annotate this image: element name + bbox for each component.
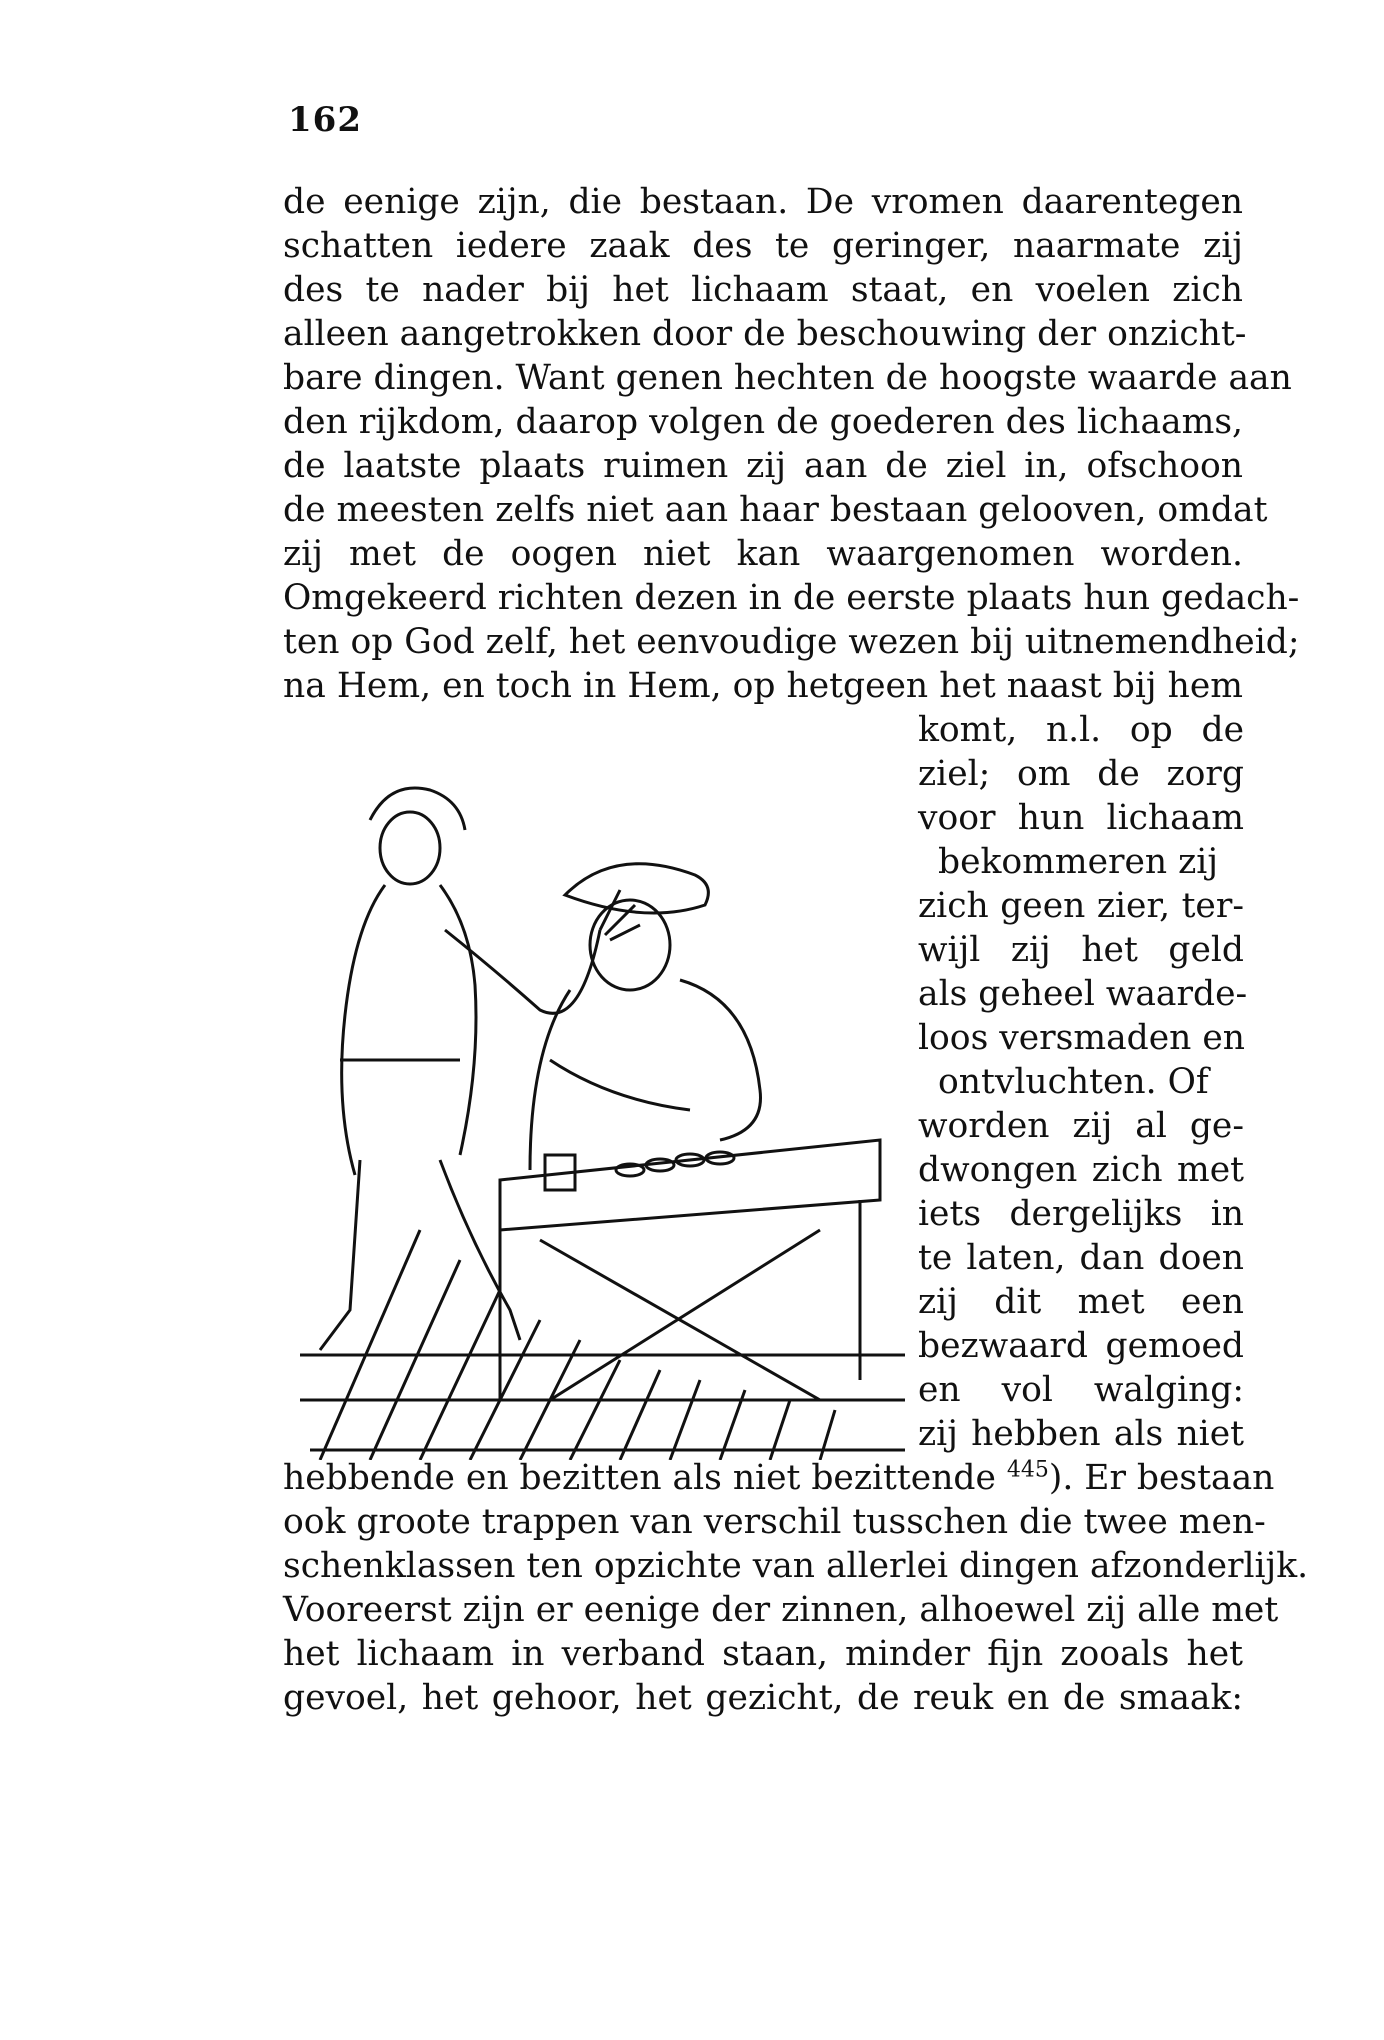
- wrap-text-line: dwongen zich met: [918, 1150, 1244, 1190]
- wrap-text-line: bekommeren zij: [938, 842, 1219, 882]
- text-line: Omgekeerd richten dezen in de eerste plaats hun gedach-: [283, 578, 1300, 618]
- wrap-text-line: wijl zij het geld: [918, 930, 1244, 970]
- standing-figure: [320, 788, 640, 1350]
- wrap-text-line: ziel; om de zorg: [918, 754, 1244, 794]
- wrap-text-line: ontvluchten. Of: [938, 1062, 1209, 1102]
- table: [500, 1140, 880, 1400]
- wrap-text-line: loos versmaden en: [918, 1018, 1245, 1058]
- wrap-text-line: zich geen zier, ter-: [918, 886, 1244, 926]
- text-line: Vooreerst zijn er eenige der zinnen, alhoewel zij alle met: [283, 1590, 1279, 1630]
- text-line: gevoel, het gehoor, het gezicht, de reuk en de smaak:: [283, 1678, 1243, 1718]
- text-line: den rijkdom, daarop volgen de goederen des lichaams,: [283, 402, 1243, 442]
- text-line: ook groote trappen van verschil tusschen die twee men-: [283, 1502, 1266, 1542]
- text-line: de laatste plaats ruimen zij aan de ziel in, ofschoon: [283, 446, 1243, 486]
- wrap-text-line: zij dit met een: [918, 1282, 1244, 1322]
- text-line: de eenige zijn, die bestaan. De vromen daarentegen: [283, 182, 1243, 222]
- woodcut-illustration: [300, 760, 905, 1460]
- wrap-text-line: iets dergelijks in: [918, 1194, 1244, 1234]
- seated-figure: [530, 864, 761, 1170]
- text-line: schenklassen ten opzichte van allerlei dingen afzonderlijk.: [283, 1546, 1309, 1586]
- wrap-text-line: voor hun lichaam: [918, 798, 1244, 838]
- text-line: alleen aangetrokken door de beschouwing der onzicht-: [283, 314, 1247, 354]
- text-line: des te nader bij het lichaam staat, en voelen zich: [283, 270, 1243, 310]
- text-line: ten op God zelf, het eenvoudige wezen bij uitnemendheid;: [283, 622, 1300, 662]
- footnote-reference[interactable]: 445: [1006, 1457, 1049, 1483]
- wrap-text-line: als geheel waarde-: [918, 974, 1248, 1014]
- wrap-text-line: en vol walging:: [918, 1370, 1244, 1410]
- wrap-text-line: komt, n.l. op de: [918, 710, 1244, 750]
- text-line: het lichaam in verband staan, minder fijn zooals het: [283, 1634, 1243, 1674]
- page-number: 162: [288, 100, 362, 140]
- wrap-text-line: bezwaard gemoed: [918, 1326, 1244, 1366]
- text-line: na Hem, en toch in Hem, op hetgeen het naast bij hem: [283, 666, 1243, 706]
- text-line: bare dingen. Want genen hechten de hoogste waarde aan: [283, 358, 1292, 398]
- floor-planks: [300, 1230, 905, 1460]
- text-fragment: hebbende en bezitten als niet bezittende: [283, 1458, 1007, 1498]
- text-line-with-footnote: [283, 1456, 1275, 1500]
- wrap-text-line: worden zij al ge-: [918, 1106, 1244, 1146]
- text-fragment: ). Er bestaan: [1048, 1458, 1275, 1498]
- wrap-text-line: te laten, dan doen: [918, 1238, 1244, 1278]
- text-line: schatten iedere zaak des te geringer, naarmate zij: [283, 226, 1243, 266]
- text-line: de meesten zelfs niet aan haar bestaan gelooven, omdat: [283, 490, 1268, 530]
- text-line: zij met de oogen niet kan waargenomen worden.: [283, 534, 1243, 574]
- wrap-text-line: zij hebben als niet: [918, 1414, 1244, 1454]
